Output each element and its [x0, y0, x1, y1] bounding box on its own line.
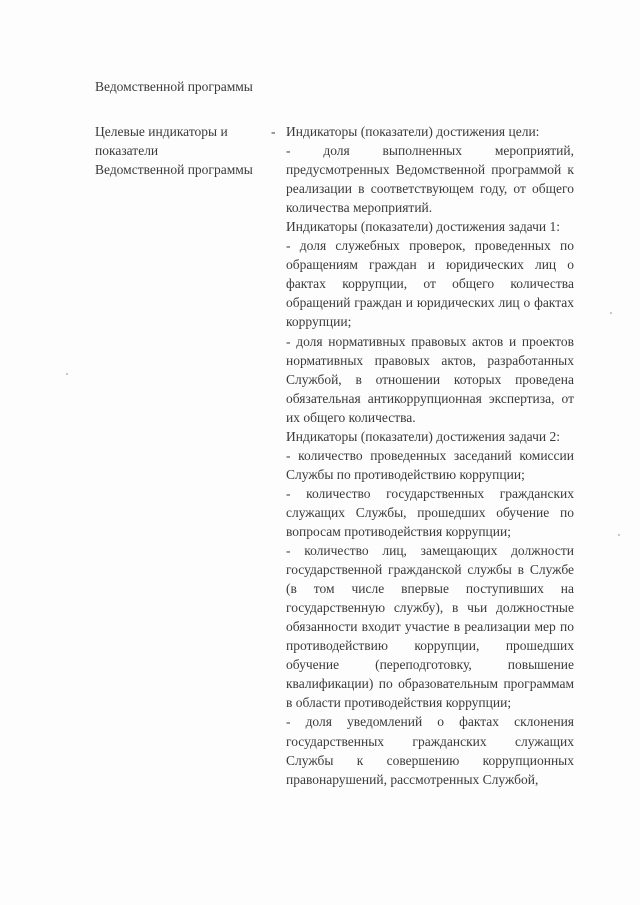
indicators-label [95, 122, 255, 179]
paragraph: - доля служебных проверок, проведенных по обращениям граждан и юридических лиц о фактах коррупции, от общего количества обращений граждан и юридических лиц о фактах коррупции; [286, 238, 574, 330]
scan-speck [66, 373, 68, 375]
indicators-content [286, 122, 574, 789]
paragraph: - количество государственных гражданских служащих Службы, прошедших обучение по вопросам противодействия коррупции; [286, 485, 574, 539]
program-name-label [95, 77, 255, 96]
scan-speck [618, 534, 620, 536]
paragraph: - количество лиц, замещающих должности государственной гражданской службы в Службе (в том числе впервые поступивших на государственную службу), в чьи должностные обязанности входит участие в реализации мер по противодействию коррупции, прошедших обучение (переподготовку, повышение квалификации) по образовательным программам в области противодействия коррупции; [286, 543, 574, 711]
paragraph: Индикаторы (показатели) достижения цели: [286, 124, 540, 139]
paragraph: - доля выполненных мероприятий, предусмотренных Ведомственной программой к реализации в соответствующем году, от общего количества мероприятий. [286, 143, 574, 216]
scan-speck [610, 312, 612, 314]
paragraph: Индикаторы (показатели) достижения задачи 2: [286, 428, 561, 444]
left-bottom-label-1: Целевые индикаторы и показатели [95, 124, 228, 158]
paragraph: - количество проведенных заседаний комиссии Службы по противодействию коррупции; [286, 447, 574, 482]
paragraph: Индикаторы (показатели) достижения задачи 1: [286, 219, 561, 235]
column-separator-dash: - [271, 124, 276, 139]
left-bottom-label-2: Ведомственной программы [95, 162, 253, 177]
paragraph: - доля уведомлений о фактах склонения государственных гражданских служащих Службы к совершению коррупционных правонарушений, рассмотренных Службой, [286, 714, 574, 787]
paragraph: - доля нормативных правовых актов и проектов нормативных правовых актов, разработанных Службой, в отношении которых проведена обязательная антикоррупционная экспертиза, от их общего количества. [286, 333, 574, 425]
left-top-label: Ведомственной программы [95, 79, 253, 94]
